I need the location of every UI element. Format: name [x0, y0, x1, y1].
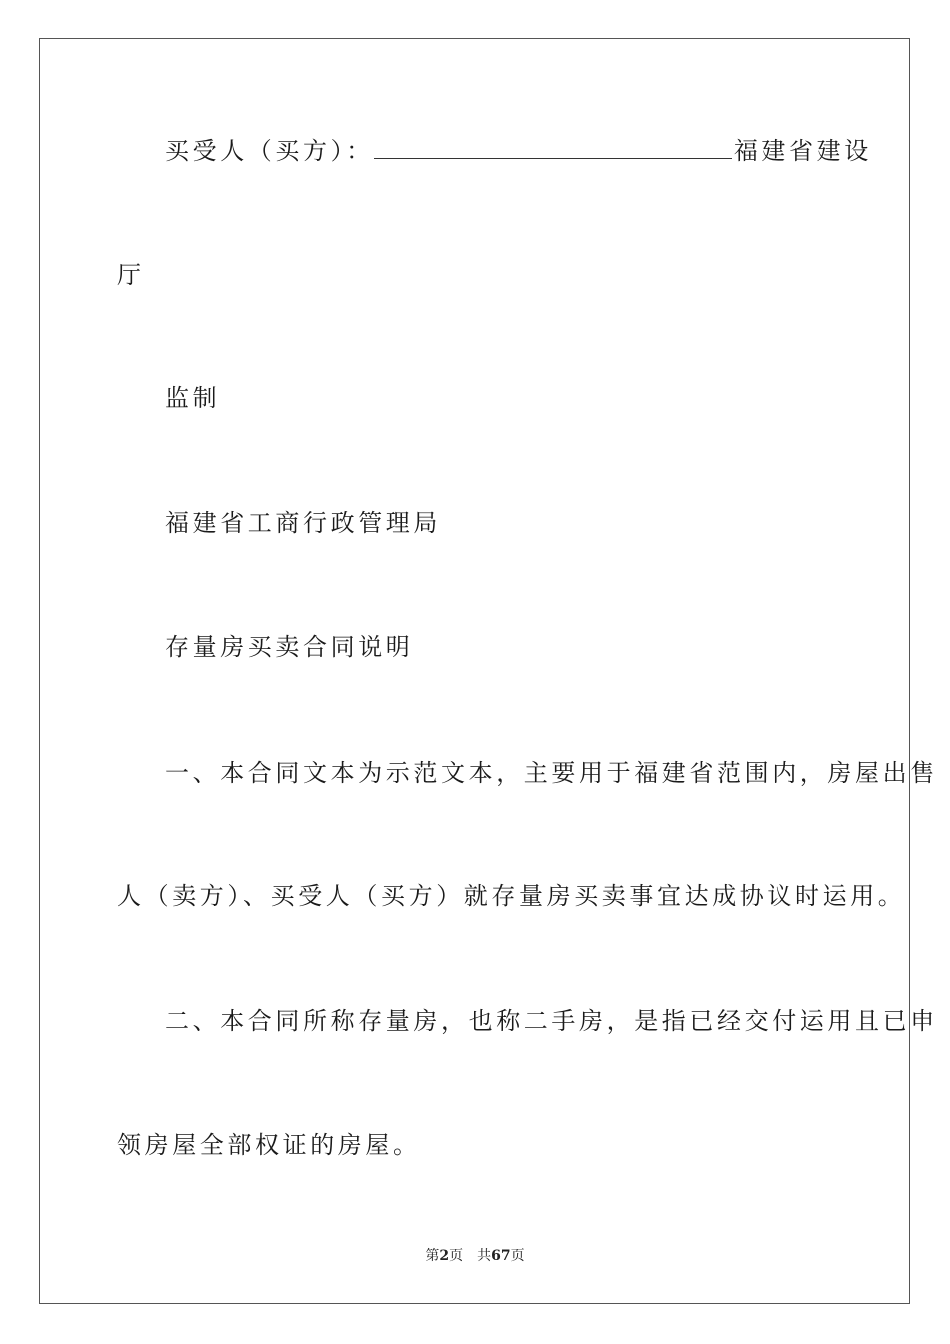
total-pages: 67	[491, 1248, 511, 1264]
paragraph-1-line-1: 一、本合同文本为示范文本，主要用于福建省范围内，房屋出售	[165, 759, 938, 787]
total-prefix: 共	[477, 1248, 492, 1264]
page-footer	[0, 1246, 950, 1266]
paragraph-1-line-2: 人（卖方）、买受人（买方）就存量房买卖事宜达成协议时运用。	[117, 882, 906, 910]
buyer-line-tail: 福建省建设	[733, 137, 872, 165]
paragraph-2-line-2: 领房屋全部权证的房屋。	[117, 1131, 421, 1159]
paragraph-2-line-1: 二、本合同所称存量房，也称二手房，是指已经交付运用且已申	[165, 1007, 938, 1035]
section-heading: 存量房买卖合同说明	[165, 633, 414, 661]
page-number: 2	[439, 1248, 450, 1264]
page-prefix: 第	[425, 1248, 440, 1264]
buyer-line	[165, 136, 872, 166]
page-suffix: 页	[449, 1248, 464, 1264]
text-line: 厅	[117, 261, 145, 289]
issuing-authority: 福建省工商行政管理局	[165, 509, 441, 537]
buyer-label: 买受人（买方）：	[165, 137, 374, 165]
page-frame	[39, 38, 910, 1304]
total-suffix: 页	[510, 1248, 525, 1264]
buyer-blank-field	[374, 136, 732, 159]
supervised-by: 监制	[165, 384, 221, 412]
